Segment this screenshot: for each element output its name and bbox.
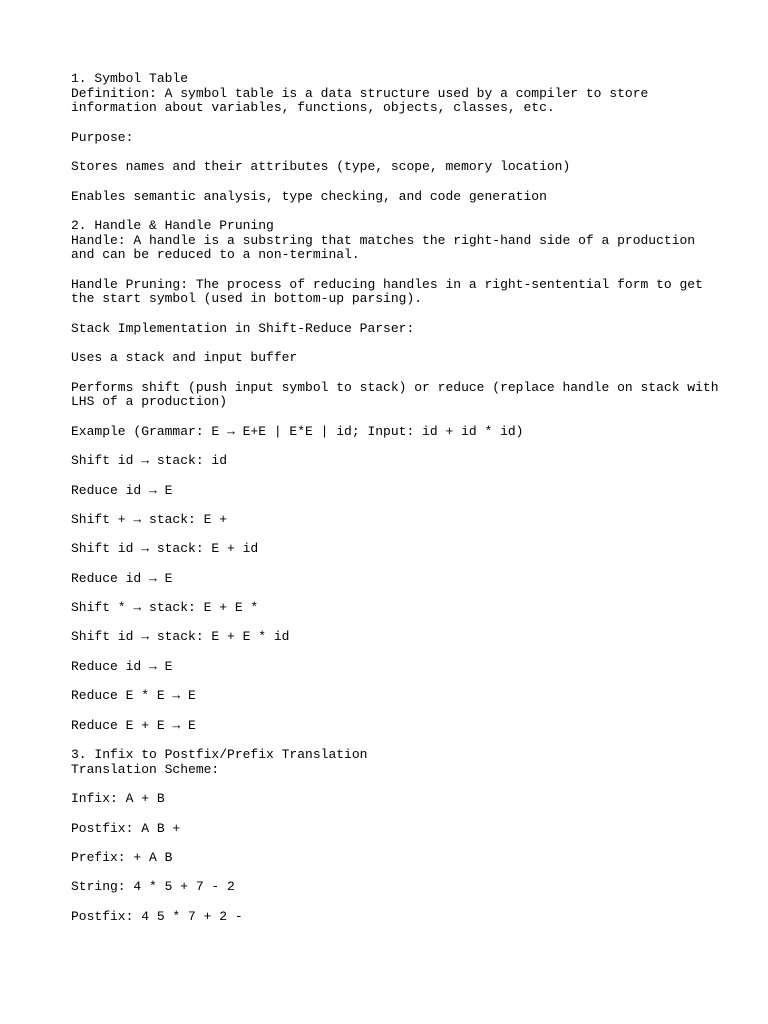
section2-example: Example (Grammar: E → E+E | E*E | id; Input: id + id * id) <box>71 423 524 439</box>
parse-step: Shift id → stack: E + E * id <box>71 629 290 645</box>
section1-purpose-item-1: Stores names and their attributes (type, scope, memory location) <box>71 159 571 175</box>
parse-step: Reduce id → E <box>71 658 173 674</box>
parse-step: Shift id → stack: id <box>71 453 228 469</box>
section1-definition-line2: information about variables, functions, objects, classes, etc. <box>71 100 555 116</box>
translation-item: Infix: A + B <box>71 791 165 807</box>
translation-item: String: 4 * 5 + 7 - 2 <box>71 879 235 895</box>
section1-heading: 1. Symbol Table <box>71 71 189 86</box>
section2-stack-item-2-line2: LHS of a production) <box>71 394 228 410</box>
section2-stack-item-1: Uses a stack and input buffer <box>71 350 298 366</box>
parse-step: Reduce E + E → E <box>71 717 196 733</box>
translation-item: Postfix: A B + <box>71 820 181 836</box>
section2-stack-item-2-line1: Performs shift (push input symbol to stack) or reduce (replace handle on stack with <box>71 379 719 395</box>
parse-step: Shift * → stack: E + E * <box>71 600 259 616</box>
section1-purpose-item-2: Enables semantic analysis, type checking, and code generation <box>71 188 547 204</box>
parse-step: Reduce id → E <box>71 482 173 498</box>
parse-step: Shift id → stack: E + id <box>71 541 259 557</box>
translation-item: Prefix: + A B <box>71 849 173 865</box>
parse-step: Shift + → stack: E + <box>71 511 228 527</box>
section2-pruning-line1: Handle Pruning: The process of reducing handles in a right-sentential form to get <box>71 276 703 292</box>
section2-heading: 2. Handle & Handle Pruning <box>71 217 274 233</box>
parse-step: Reduce E * E → E <box>71 688 196 704</box>
document-page <box>71 71 719 924</box>
section1-definition-line1: Definition: A symbol table is a data structure used by a compiler to store <box>71 85 649 101</box>
translation-item: Postfix: 4 5 * 7 + 2 - <box>71 908 243 924</box>
section3-heading: 3. Infix to Postfix/Prefix Translation <box>71 747 368 763</box>
parse-step: Reduce id → E <box>71 570 173 586</box>
section1-purpose-label: Purpose: <box>71 129 134 145</box>
section2-stack-label: Stack Implementation in Shift-Reduce Parser: <box>71 320 415 336</box>
section2-pruning-line2: the start symbol (used in bottom-up parsing). <box>71 291 423 307</box>
section2-handle-line2: and can be reduced to a non-terminal. <box>71 247 360 263</box>
section3-scheme-label: Translation Scheme: <box>71 761 220 777</box>
section2-handle-line1: Handle: A handle is a substring that matches the right-hand side of a production <box>71 232 696 248</box>
